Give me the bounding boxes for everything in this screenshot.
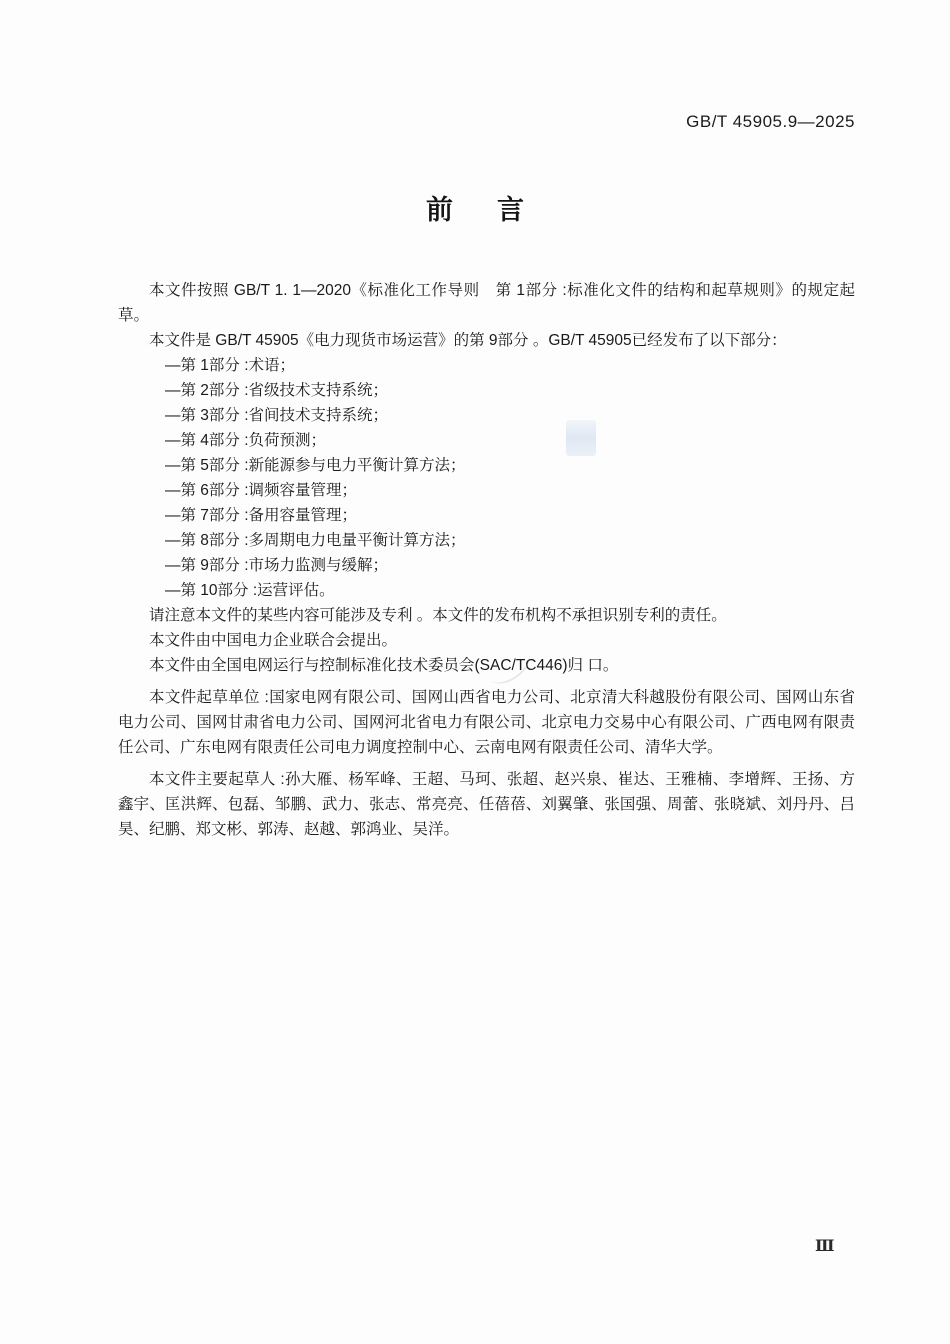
stamp-watermark: [566, 420, 596, 456]
list-item-part-10: —第 10部分 :运营评估。: [165, 582, 335, 599]
list-item-part-8: —第 8部分 :多周期电力电量平衡计算方法；: [165, 532, 466, 549]
paragraph-drafters: 本文件主要起草人 :孙大雁、杨军峰、王超、马珂、张超、赵兴泉、崔达、王雅楠、李增辉、王扬、方鑫宇、匡洪辉、包磊、邹鹏、武力、张志、常亮亮、任蓓蓓、刘翼肇、张国强、周蕾、张晓斌、刘丹丹、吕昊、纪鹏、郑文彬、郭涛、赵越、郭鸿业、吴洋。: [118, 771, 855, 838]
list-item-part-9: —第 9部分 :市场力监测与缓解；: [165, 557, 389, 574]
list-item-part-4: —第 4部分 :负荷预测；: [165, 432, 327, 449]
list-item-part-7: —第 7部分 :备用容量管理；: [165, 507, 358, 524]
paragraph-drafting-units: 本文件起草单位 :国家电网有限公司、国网山西省电力公司、北京清大科越股份有限公司、国网山东省电力公司、国网甘肃省电力公司、国网河北省电力有限公司、北京电力交易中心有限公司、广西电网有限责任公司、广东电网有限责任公司电力调度控制中心、云南电网有限责任公司、清华大学。: [118, 689, 855, 756]
list-item-part-6: —第 6部分 :调频容量管理；: [165, 482, 358, 499]
title-char-second: 言: [497, 195, 524, 225]
paragraph-centralized-by: 本文件由全国电网运行与控制标准化技术委员会(SAC/TC446)归 口。: [149, 657, 619, 674]
title-char-first: 前: [426, 195, 453, 225]
doc-number: GB/T 45905.9—2025: [686, 112, 855, 131]
foreword-body: [118, 278, 855, 842]
paragraph-patent-notice: 请注意本文件的某些内容可能涉及专利 。本文件的发布机构不承担识别专利的责任。: [149, 607, 727, 624]
page-title: [0, 188, 950, 227]
list-item-part-2: —第 2部分 :省级技术支持系统；: [165, 382, 389, 399]
list-item-part-1: —第 1部分 :术语；: [165, 357, 296, 374]
paragraph-proposer: 本文件由中国电力企业联合会提出。: [149, 632, 398, 649]
paragraph-drafting-basis: 本文件按照 GB/T 1. 1—2020《标准化工作导则 第 1部分 :标准化文件的结构和起草规则》的规定起草。: [118, 282, 855, 324]
page-number: Ⅲ: [815, 1236, 835, 1255]
list-item-part-5: —第 5部分 :新能源参与电力平衡计算方法；: [165, 457, 466, 474]
paragraph-series-intro: 本文件是 GB/T 45905《电力现货市场运营》的第 9部分 。GB/T 45905已经发布了以下部分：: [149, 332, 787, 349]
list-item-part-3: —第 3部分 :省间技术支持系统；: [165, 407, 389, 424]
series-parts-list: [118, 353, 855, 603]
